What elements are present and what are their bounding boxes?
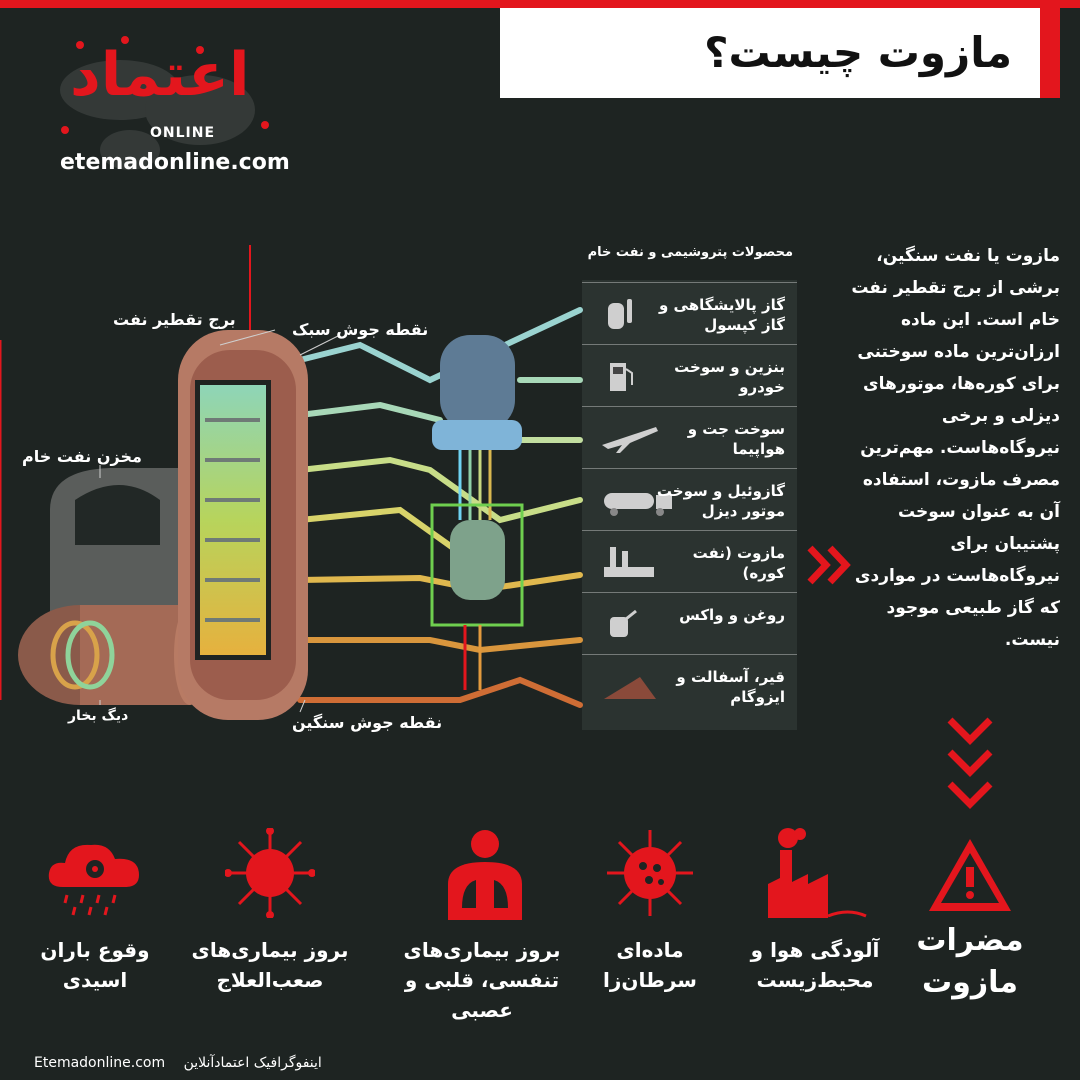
airplane-icon: [600, 417, 660, 457]
list-item: مازوت (نفت کوره): [582, 530, 797, 593]
list-item: گازوئیل و سوخت موتور دیزل: [582, 468, 797, 531]
list-item: روغن و واکس: [582, 592, 797, 655]
boiler-label: دیگ بخار: [68, 708, 129, 724]
list-item: سوخت جت و هواپیما: [582, 406, 797, 469]
harm-label: بروز بیماری‌های تنفسی، قلبی و عصبی: [403, 938, 561, 1022]
harm-label: آلودگی هوا و محیط‌زیست: [750, 938, 880, 992]
light-point-label: نقطه جوش سبک: [292, 320, 429, 339]
harm-label: بروز بیماری‌های صعب‌العلاج: [191, 938, 349, 992]
oil-can-icon: [600, 603, 640, 643]
polluting-factory-icon: [758, 828, 868, 923]
products-title: محصولات پتروشیمی و نفت خام: [587, 245, 793, 260]
harm-label: وقوع باران اسیدی: [40, 938, 150, 992]
fuel-pump-icon: [600, 355, 640, 395]
tank-label: مخزن نفت خام: [22, 447, 142, 466]
logo-brand: اعتماد: [70, 40, 250, 110]
lungs-body-icon: [440, 828, 530, 923]
list-item: بنزین و سوخت خودرو: [582, 344, 797, 407]
acid-rain-cloud-icon: [45, 835, 145, 920]
description-text: مازوت یا نفت سنگین، برشی از برج تقطیر نفت خام است. این ماده ارزان‌ترین ماده سوختنی برای کوره‌ها، موتورهای دیزلی و برخی نیروگاه‌هاست. مهم‌ترین مصرف مازوت، استفاده آن به عنوان سوخت پشتیبان برای نیروگاه‌هاست در مواردی که گاز طبیعی موجود نیست.: [851, 246, 1060, 650]
warning-icon: [925, 835, 1015, 915]
logo-sub: ONLINE: [150, 125, 216, 141]
virus-icon: [225, 828, 315, 918]
list-item: قیر، آسفالت و ایزوگام: [582, 654, 797, 717]
footer: [20, 1055, 322, 1071]
footer-site[interactable]: Etemadonline.com: [34, 1055, 166, 1071]
page-title: مازوت چیست؟: [704, 28, 1012, 77]
list-item: گاز پالایشگاهی و گاز کپسول: [582, 282, 797, 345]
tower-label: برج تقطیر نفت: [113, 310, 236, 329]
heavy-point-label: نقطه جوش سنگین: [292, 713, 443, 732]
harms-title: مضرات مازوت: [916, 923, 1024, 1000]
gas-cylinder-icon: [600, 293, 640, 333]
footer-credit: اینفوگرافیک اعتمادآنلاین: [183, 1055, 322, 1071]
asphalt-icon: [600, 665, 660, 705]
logo-site: etemadonline.com: [60, 150, 290, 175]
harm-label: ماده‌ای سرطان‌زا: [603, 938, 697, 992]
cancer-cell-icon: [605, 828, 695, 918]
factory-icon: [600, 541, 660, 581]
